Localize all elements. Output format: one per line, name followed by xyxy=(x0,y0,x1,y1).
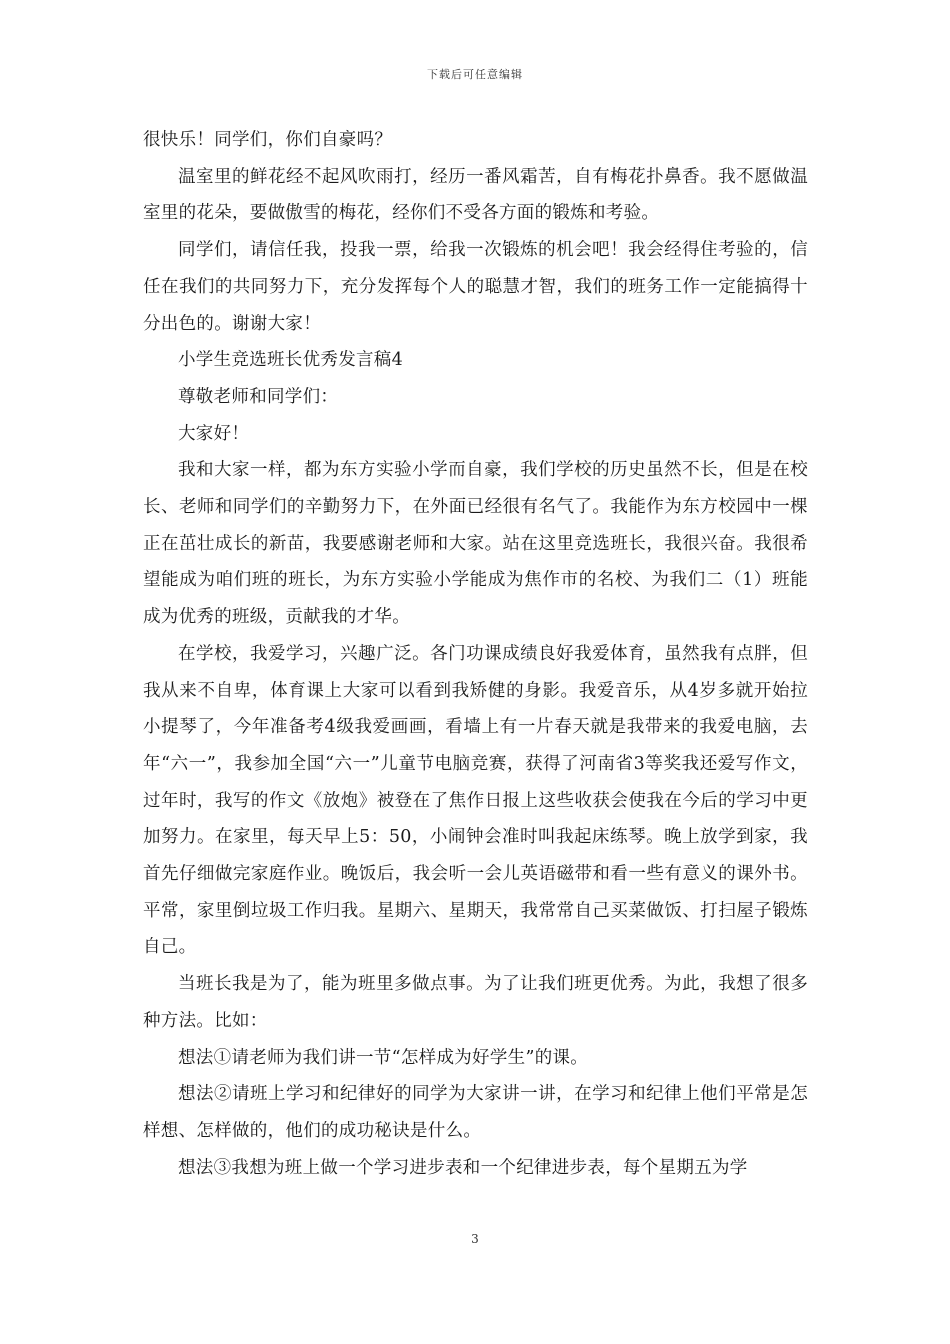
paragraph: 在学校，我爱学习，兴趣广泛。各门功课成绩良好我爱体育，虽然我有点胖，但我从来不自卑，体育课上大家可以看到我矫健的身影。我爱音乐，从4岁多就开始拉小提琴了，今年准备考4级我爱画画，看墙上有一片春天就是我带来的我爱电脑，去年“六一”，我参加全国“六一”儿童节电脑竞赛，获得了河南省3等奖我还爱写作文，过年时，我写的作文《放炮》被登在了焦作日报上这些收获会使我在今后的学习中更加努力。在家里，每天早上5：50，小闹钟会准时叫我起床练琴。晚上放学到家，我首先仔细做完家庭作业。晚饭后，我会听一会儿英语磁带和看一些有意义的课外书。平常，家里倒垃圾工作归我。星期六、星期天，我常常自己买菜做饭、打扫屋子锻炼自己。 xyxy=(143,643,808,958)
salutation: 尊敬老师和同学们： xyxy=(178,386,339,407)
paragraph: 我和大家一样，都为东方实验小学而自豪，我们学校的历史虽然不长，但是在校长、老师和同学们的辛勤努力下，在外面已经很有名气了。我能作为东方校园中一棵正在茁壮成长的新苗，我要感谢老师和大家。站在这里竞选班长，我很兴奋。我很希望能成为咱们班的班长，为东方实验小学能成为焦作市的名校、为我们二（1）班能成为优秀的班级，贡献我的才华。 xyxy=(143,460,808,628)
idea-item: 想法①请老师为我们讲一节“怎样成为好学生”的课。 xyxy=(178,1047,589,1068)
page-number: 3 xyxy=(471,1232,479,1246)
idea-item: 想法③我想为班上做一个学习进步表和一个纪律进步表，每个星期五为学 xyxy=(178,1157,748,1178)
section-title: 小学生竞选班长优秀发言稿4 xyxy=(178,350,404,371)
paragraph: 当班长我是为了，能为班里多做点事。为了让我们班更优秀。为此，我想了很多种方法。比如： xyxy=(143,974,808,1031)
paragraph: 很快乐！同学们，你们自豪吗？ xyxy=(143,130,393,150)
paragraph: 同学们，请信任我，投我一票，给我一次锻炼的机会吧！我会经得住考验的，信任在我们的共同努力下，充分发挥每个人的聪慧才智，我们的班务工作一定能搞得十分出色的。谢谢大家！ xyxy=(143,240,808,334)
page-header: 下载后可任意编辑 xyxy=(427,68,523,81)
paragraph: 温室里的鲜花经不起风吹雨打，经历一番风霜苦，自有梅花扑鼻香。我不愿做温室里的花朵，要做傲雪的梅花，经你们不受各方面的锻炼和考验。 xyxy=(143,166,808,224)
greeting: 大家好！ xyxy=(178,423,250,444)
document-body xyxy=(143,122,808,1186)
idea-item: 想法②请班上学习和纪律好的同学为大家讲一讲，在学习和纪律上他们平常是怎样想、怎样做的，他们的成功秘诀是什么。 xyxy=(143,1084,808,1141)
